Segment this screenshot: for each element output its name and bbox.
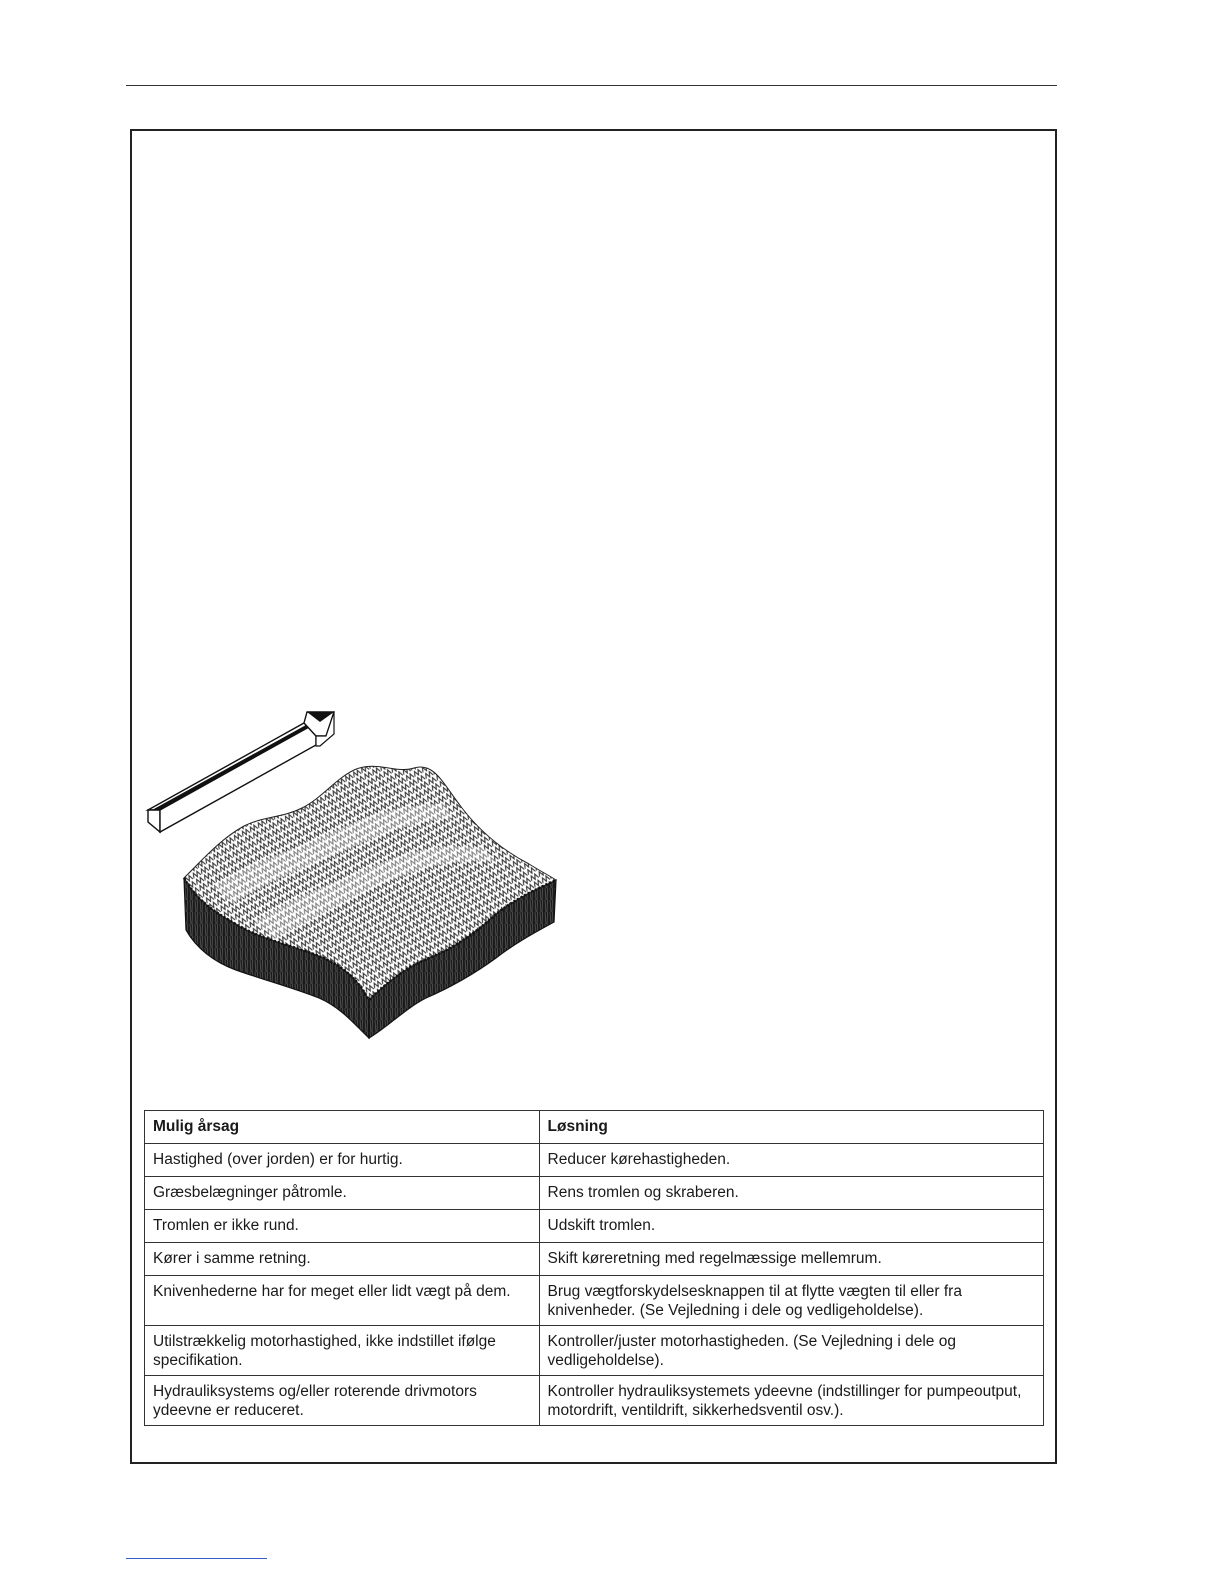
solution-cell: Rens tromlen og skraberen. [539, 1177, 1043, 1210]
table-row [145, 1326, 1044, 1376]
solution-cell: Udskift tromlen. [539, 1210, 1043, 1243]
table-row [145, 1276, 1044, 1326]
solution-cell: Brug vægtforskydelsesknappen til at flytte vægten til eller fra knivenheder. (Se Vejledning i dele og vedligeholdelse). [539, 1276, 1043, 1326]
table-row [145, 1243, 1044, 1276]
turf-washboard-illustration [144, 708, 564, 1043]
table-row [145, 1177, 1044, 1210]
cause-cell: Knivenhederne har for meget eller lidt vægt på dem. [145, 1276, 540, 1326]
header-solution: Løsning [539, 1111, 1043, 1144]
solution-cell: Reducer kørehastigheden. [539, 1144, 1043, 1177]
solution-cell: Kontroller/juster motorhastigheden. (Se Vejledning i dele og vedligeholdelse). [539, 1326, 1043, 1376]
table-header-row [145, 1111, 1044, 1144]
footer-link-underline[interactable] [126, 1558, 267, 1559]
cause-cell: Græsbelægninger påtromle. [145, 1177, 540, 1210]
cause-cell: Tromlen er ikke rund. [145, 1210, 540, 1243]
header-cause: Mulig årsag [145, 1111, 540, 1144]
cause-cell: Kører i samme retning. [145, 1243, 540, 1276]
solution-cell: Kontroller hydrauliksystemets ydeevne (indstillinger for pumpeoutput, motordrift, ventildrift, sikkerhedsventil osv.). [539, 1376, 1043, 1426]
cause-cell: Hydrauliksystems og/eller roterende drivmotors ydeevne er reduceret. [145, 1376, 540, 1426]
header-rule [126, 85, 1057, 86]
table-row [145, 1210, 1044, 1243]
solution-cell: Skift køreretning med regelmæssige mellemrum. [539, 1243, 1043, 1276]
cause-cell: Utilstrækkelig motorhastighed, ikke indstillet ifølge specifikation. [145, 1326, 540, 1376]
table-row [145, 1376, 1044, 1426]
troubleshooting-table [144, 1110, 1044, 1426]
cause-cell: Hastighed (over jorden) er for hurtig. [145, 1144, 540, 1177]
table-row [145, 1144, 1044, 1177]
